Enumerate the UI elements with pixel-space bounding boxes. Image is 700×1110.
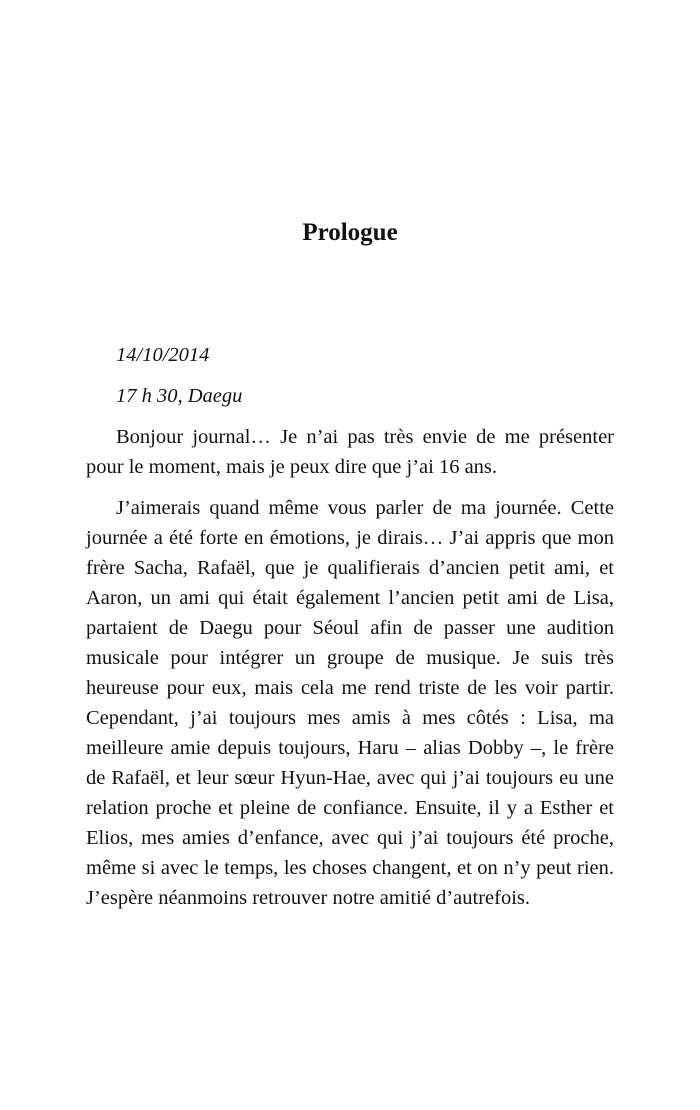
- paragraph-day: J’aimerais quand même vous parler de ma journée. Cette journée a été forte en émotions, je dirais… J’ai appris que mon frère Sacha, Rafaël, que je qualifierais d’ancien petit ami, et Aaron, un ami qui était également l’ancien petit ami de Lisa, partaient de Daegu pour Séoul afin de passer une audition musicale pour intégrer un groupe de musique. Je suis très heureuse pour eux, mais cela me rend triste de les voir partir. Cependant, j’ai toujours mes amis à mes côtés : Lisa, ma meilleure amie depuis toujours, Haru – alias Dobby –, le frère de Rafaël, et leur sœur Hyun-Hae, avec qui j’ai toujours eu une relation proche et pleine de confiance. Ensuite, il y a Esther et Elios, mes amies d’enfance, avec qui j’ai toujours été proche, même si avec le temps, les choses changent, et on n’y peut rien. J’espère néanmoins retrouver notre amitié d’autrefois.: [86, 497, 614, 909]
- entry-time-place: 17 h 30, Daegu: [116, 385, 243, 407]
- paragraph-intro: Bonjour journal… Je n’ai pas très envie de me présenter pour le moment, mais je peux dire que j’ai 16 ans.: [86, 426, 614, 478]
- chapter-title: Prologue: [302, 219, 398, 246]
- page-content: [86, 340, 614, 924]
- entry-date: 14/10/2014: [116, 344, 210, 366]
